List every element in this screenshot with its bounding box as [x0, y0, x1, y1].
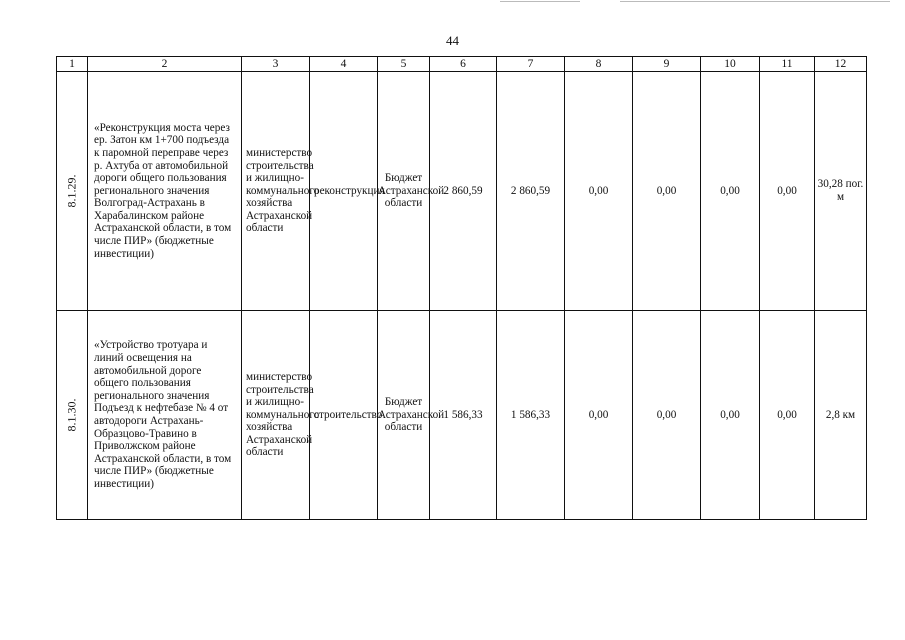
value-cell: 2 860,59	[497, 72, 565, 311]
result-cell: 2,8 км	[815, 311, 867, 520]
object-name-cell: «Реконструкция моста через ер. Затон км 1+700 подъезда к паромной переправе через р. Ахтуба от автомобильной дороги общего пользования регионального значения Волгоград-Астрахань в Харабалинском районе Астраханской области, в том числе ПИР» (бюджетные инвестиции)	[88, 72, 242, 311]
responsible-cell: министерство строительства и жилищно-коммунального хозяйства Астраханской области	[242, 72, 310, 311]
work-type-cell: реконструкция	[310, 72, 378, 311]
responsible-cell: министерство строительства и жилищно-коммунального хозяйства Астраханской области	[242, 311, 310, 520]
value-cell: 0,00	[565, 311, 633, 520]
value-cell: 0,00	[633, 72, 701, 311]
funding-source-cell: Бюджет Астраханской области	[378, 72, 430, 311]
scan-artifact-line	[500, 1, 580, 2]
column-number-row	[57, 57, 867, 72]
column-header: 10	[701, 57, 760, 72]
value-cell: 0,00	[760, 311, 815, 520]
page-number: 44	[446, 33, 459, 48]
column-header: 6	[430, 57, 497, 72]
column-header: 2	[88, 57, 242, 72]
table-row	[57, 72, 867, 311]
value-cell: 0,00	[701, 311, 760, 520]
column-header: 8	[565, 57, 633, 72]
value-cell: 1 586,33	[497, 311, 565, 520]
column-header: 12	[815, 57, 867, 72]
budget-table	[56, 56, 867, 520]
column-header: 1	[57, 57, 88, 72]
row-number: 8.1.29.	[64, 174, 79, 208]
funding-source-cell: Бюджет Астраханской области	[378, 311, 430, 520]
table-row	[57, 311, 867, 520]
object-name-cell: «Устройство тротуара и линий освещения на автомобильной дороге общего пользования регионального значения Подъезд к нефтебазе № 4 от автодороги Астрахань-Образцово-Травино в Приволжском районе Астраханской области, в том числе ПИР» (бюджетные инвестиции)	[88, 311, 242, 520]
row-number-cell	[57, 72, 88, 311]
value-cell: 0,00	[760, 72, 815, 311]
value-cell: 1 586,33	[430, 311, 497, 520]
column-header: 5	[378, 57, 430, 72]
result-cell: 30,28 пог. м	[815, 72, 867, 311]
column-header: 9	[633, 57, 701, 72]
value-cell: 0,00	[701, 72, 760, 311]
row-number-cell	[57, 311, 88, 520]
row-number: 8.1.30.	[64, 398, 79, 432]
column-header: 7	[497, 57, 565, 72]
value-cell: 0,00	[565, 72, 633, 311]
column-header: 3	[242, 57, 310, 72]
column-header: 4	[310, 57, 378, 72]
value-cell: 0,00	[633, 311, 701, 520]
scan-artifact-line	[620, 1, 890, 2]
work-type-cell: строительство	[310, 311, 378, 520]
value-cell: 2 860,59	[430, 72, 497, 311]
column-header: 11	[760, 57, 815, 72]
